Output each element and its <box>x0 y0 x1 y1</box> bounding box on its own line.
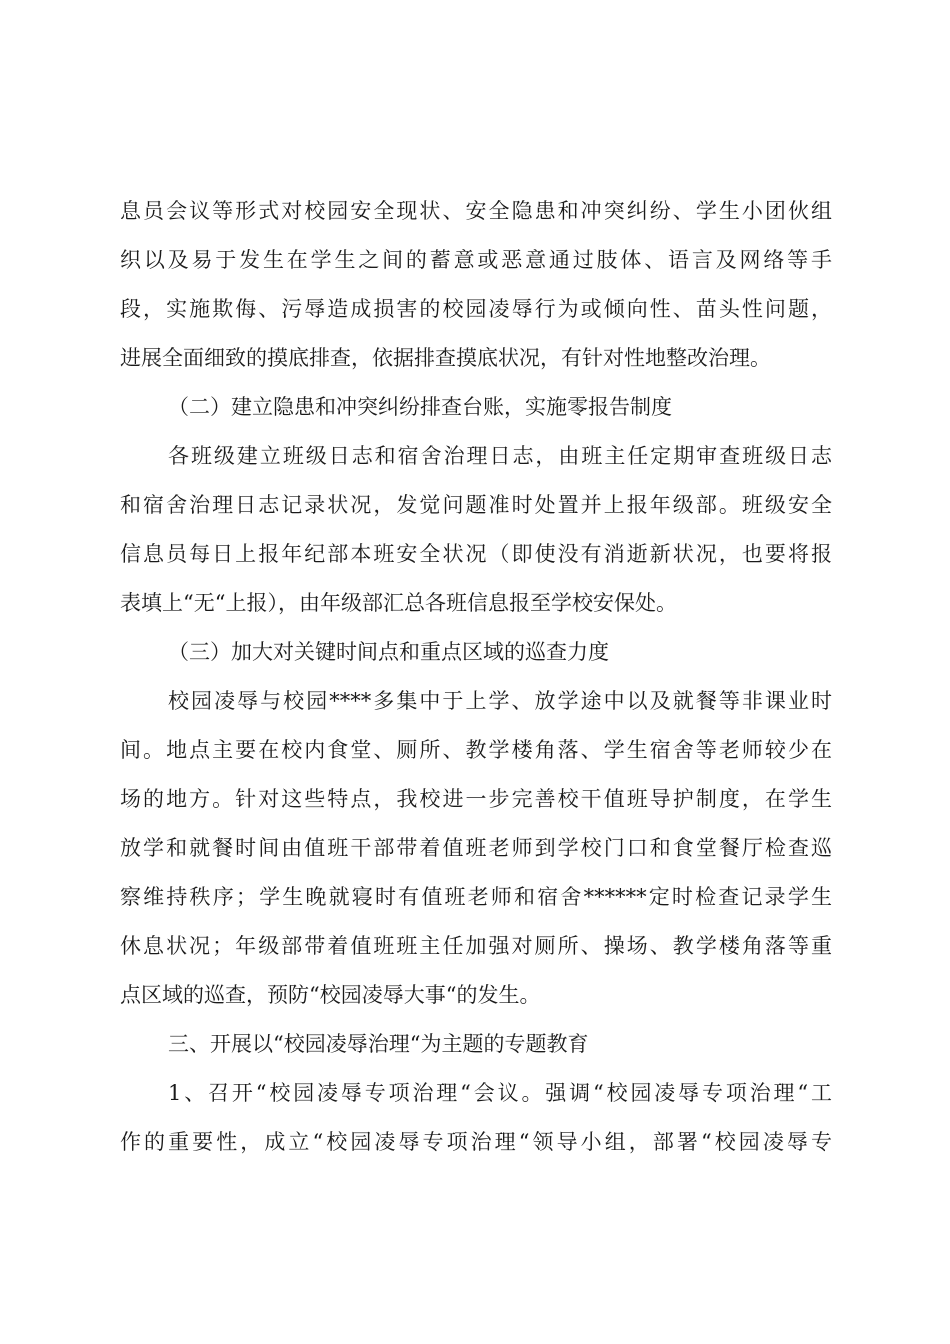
paragraph-line: 放学和就餐时间由值班干部带着值班老师到学校门口和食堂餐厅检查巡 <box>120 836 832 860</box>
paragraph-line: 息员会议等形式对校园安全现状、安全隐患和冲突纠纷、学生小团伙组 <box>120 199 832 223</box>
paragraph-line: 校园凌辱与校园****多集中于上学、放学途中以及就餐等非课业时 <box>168 689 832 713</box>
paragraph-line: 进展全面细致的摸底排查，依据排查摸底状况，有针对性地整改治理。 <box>120 346 771 370</box>
paragraph-line: 信息员每日上报年纪部本班安全状况（即使没有消逝新状况，也要将报 <box>120 542 832 566</box>
paragraph-line: 察维持秩序；学生晚就寝时有值班老师和宿舍******定时检查记录学生 <box>120 885 832 909</box>
section-heading: （三）加大对关键时间点和重点区域的巡查力度 <box>168 640 609 664</box>
paragraph-line: 休息状况；年级部带着值班班主任加强对厕所、操场、教学楼角落等重 <box>120 934 832 958</box>
paragraph-line: 段，实施欺侮、污辱造成损害的校园凌辱行为或倾向性、苗头性问题， <box>120 297 832 321</box>
paragraph-line: 和宿舍治理日志记录状况，发觉问题准时处置并上报年级部。班级安全 <box>120 493 832 517</box>
paragraph-line: 作的重要性，成立“校园凌辱专项治理“领导小组，部署“校园凌辱专 <box>120 1130 832 1154</box>
paragraph-line: 点区域的巡查，预防“校园凌辱大事“的发生。 <box>120 983 541 1007</box>
paragraph-line: 1、召开“校园凌辱专项治理“会议。强调“校园凌辱专项治理“工 <box>168 1081 832 1105</box>
paragraph-line: 表填上“无“上报），由年级部汇总各班信息报至学校安保处。 <box>120 591 677 615</box>
paragraph-line: 各班级建立班级日志和宿舍治理日志，由班主任定期审查班级日志 <box>168 444 832 468</box>
section-heading: 三、开展以“校园凌辱治理“为主题的专题教育 <box>168 1032 589 1056</box>
document-body <box>120 187 832 1167</box>
section-heading: （二）建立隐患和冲突纠纷排查台账，实施零报告制度 <box>168 395 672 419</box>
paragraph-line: 间。地点主要在校内食堂、厕所、教学楼角落、学生宿舍等老师较少在 <box>120 738 832 762</box>
paragraph-line: 织以及易于发生在学生之间的蓄意或恶意通过肢体、语言及网络等手 <box>120 248 832 272</box>
paragraph-line: 场的地方。针对这些特点，我校进一步完善校干值班导护制度，在学生 <box>120 787 832 811</box>
